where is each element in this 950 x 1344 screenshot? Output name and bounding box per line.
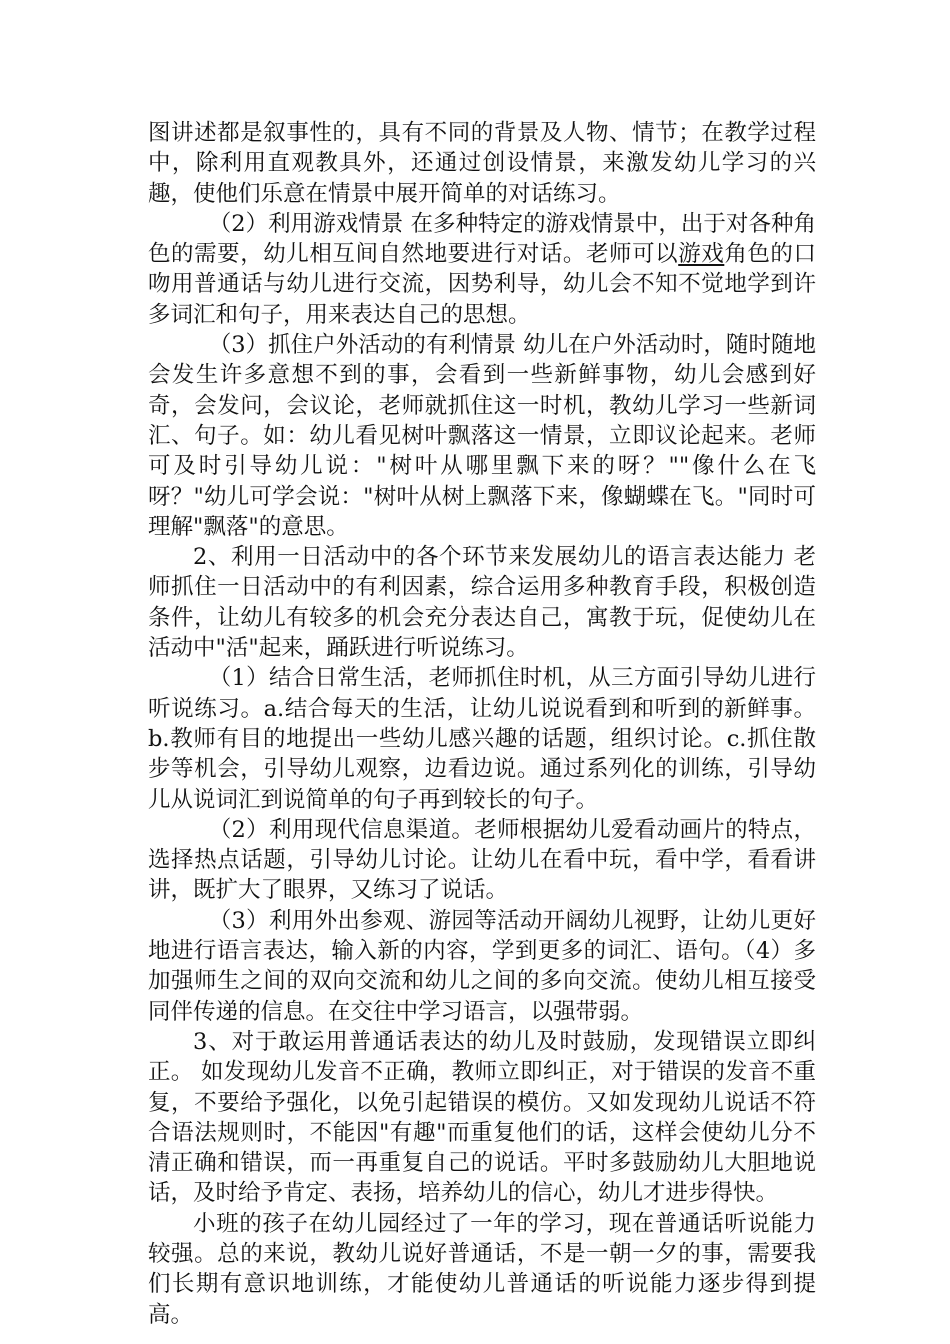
- paragraph-daily-activity: 2、利用一日活动中的各个环节来发展幼儿的语言表达能力 老师抓住一日活动中的有利因素，综合运用多种教育手段，积极创造条件，让幼儿有较多的机会充分表达自己，寓教于玩，促使幼儿在活动中"活"起来，踊跃进行听说练习。: [148, 544, 816, 662]
- paragraph-text: 角色的口吻用普通话与幼儿进行交流，因势利导，幼儿会不知不觉地学到许多词汇和句子，用来表达自己的思想。: [148, 241, 816, 328]
- game-link[interactable]: 游戏: [678, 241, 725, 268]
- paragraph-encouragement: 3、对于敢运用普通话表达的幼儿及时鼓励，发现错误立即纠正。 如发现幼儿发音不正确，教师立即纠正，对于错误的发音不重复，不要给予强化，以免引起错误的模仿。又如发现幼儿说话不符合语法规则时，不能因"有趣"而重复他们的话，这样会使幼儿分不清正确和错误，而一再重复自己的说话。平时多鼓励幼儿大胆地说话，及时给予肯定、表扬，培养幼儿的信心，幼儿才进步得快。: [148, 1028, 816, 1207]
- paragraph-game-scenario: [148, 209, 816, 330]
- paragraph-text: （2）利用游戏情景 在多种特定的游戏情景中，出于对各种角色的需要，幼儿相互间自然地要进行对话。老师可以: [148, 210, 816, 268]
- paragraph-outings: （3）利用外出参观、游园等活动开阔幼儿视野，让幼儿更好地进行语言表达，输入新的内容，学到更多的词汇、语句。（4）多加强师生之间的双向交流和幼儿之间的多向交流。使幼儿相互接受同伴传递的信息。在交往中学习语言，以强带弱。: [148, 907, 816, 1025]
- document-page: [148, 118, 816, 1330]
- paragraph-information-channels: （2）利用现代信息渠道。老师根据幼儿爱看动画片的特点，选择热点话题，引导幼儿讨论。让幼儿在看中玩，看中学，看看讲讲，既扩大了眼界，又练习了说话。: [148, 816, 816, 904]
- paragraph-conclusion: 小班的孩子在幼儿园经过了一年的学习，现在普通话听说能力较强。总的来说，教幼儿说好普通话，不是一朝一夕的事，需要我们长期有意识地训练，才能使幼儿普通话的听说能力逐步得到提高。: [148, 1210, 816, 1328]
- paragraph-outdoor-activity: （3）抓住户外活动的有利情景 幼儿在户外活动时，随时随地会发生许多意想不到的事，会看到一些新鲜事物，幼儿会感到好奇，会发问，会议论，老师就抓住这一时机，教幼儿学习一些新词汇、句子。如：幼儿看见树叶飘落这一情景，立即议论起来。老师可及时引导幼儿说："树叶从哪里飘下来的呀？""像什么在飞呀？"幼儿可学会说："树叶从树上飘落下来，像蝴蝶在飞。"同时可理解"飘落"的意思。: [148, 332, 816, 540]
- paragraph-daily-life: （1）结合日常生活，老师抓住时机，从三方面引导幼儿进行听说练习。a.结合每天的生活，让幼儿说说看到和听到的新鲜事。b.教师有目的地提出一些幼儿感兴趣的话题，组织讨论。c.抓住散步等机会，引导幼儿观察，边看边说。通过系列化的训练，引导幼儿从说词汇到说简单的句子再到较长的句子。: [148, 665, 816, 813]
- paragraph-continuation: 图讲述都是叙事性的，具有不同的背景及人物、情节；在教学过程中，除利用直观教具外，还通过创设情景，来激发幼儿学习的兴趣，使他们乐意在情景中展开简单的对话练习。: [148, 120, 816, 207]
